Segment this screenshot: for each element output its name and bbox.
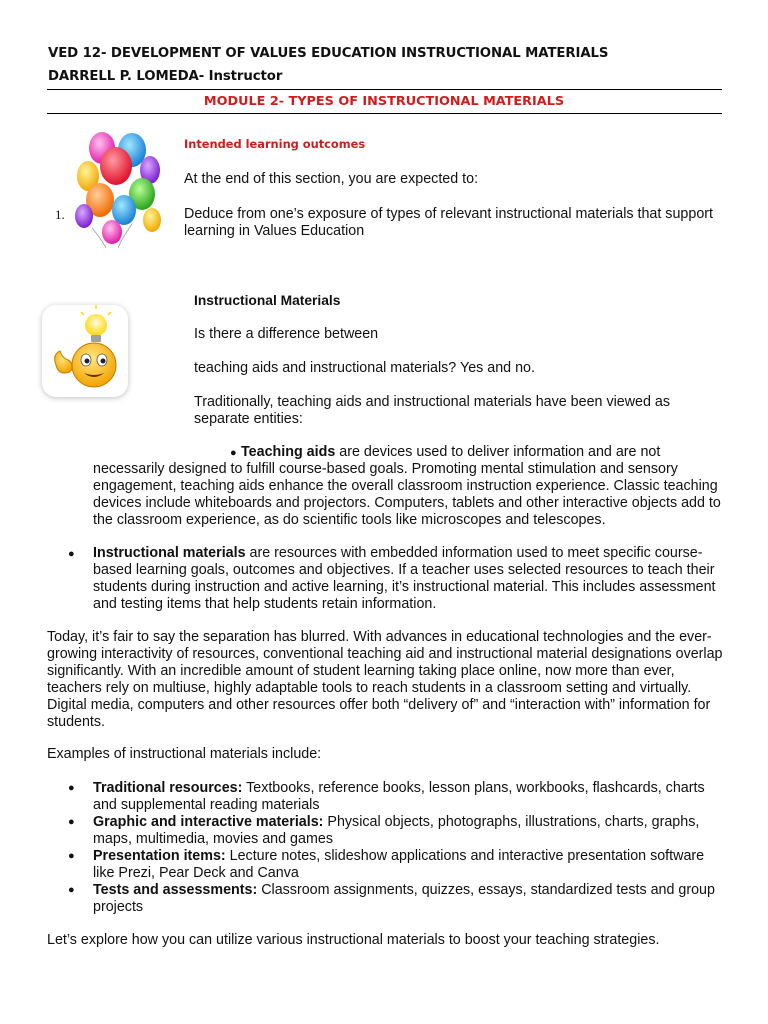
module-title: MODULE 2- TYPES OF INSTRUCTIONAL MATERIALS — [203, 94, 565, 109]
teaching-aids-rest: necessarily designed to fulfill course-based goals. Promoting mental stimulation and sensory engagement, teaching aids enhance the overall classroom instruction experience. Classic teaching devices include whiteboards and projectors. Computers, tablets and other interactive objects add to the classroom experience, as do scientific tools like microscopes and telescopes. — [93, 461, 721, 528]
balloons-icon — [72, 128, 162, 250]
teaching-aids-first: are devices used to deliver information and are not — [335, 444, 661, 460]
instructional-materials-term: Instructional materials — [93, 545, 246, 561]
list-item-term: Graphic and interactive materials: — [93, 814, 324, 830]
list-item-term: Traditional resources: — [93, 780, 243, 796]
examples-list — [68, 780, 724, 916]
teaching-aids-term: Teaching aids — [241, 444, 336, 460]
bullet-marker: ● — [68, 850, 75, 862]
outcome-item: Deduce from one’s exposure of types of relevant instructional materials that support learning in Values Education — [184, 206, 713, 239]
bullet-marker: ● — [68, 884, 75, 896]
list-item-text: Lecture notes, slideshow applications and interactive presentation software like Prezi, Pear Deck and Canva — [93, 848, 705, 881]
instructor-name: DARRELL P. LOMEDA- Instructor — [48, 69, 283, 84]
closing-paragraph: Let’s explore how you can utilize various instructional materials to boost your teaching strategies. — [47, 932, 660, 948]
bullet-marker: ● — [68, 548, 75, 560]
list-item — [68, 882, 724, 916]
outcome-number: 1. — [55, 207, 65, 222]
section-heading: Instructional Materials — [194, 293, 341, 308]
bullet-marker: ● — [68, 816, 75, 828]
list-item — [68, 814, 724, 848]
teaching-aids-first-line — [241, 444, 660, 461]
list-item — [68, 780, 724, 814]
bullet-marker: ● — [230, 447, 237, 459]
header-rule-bottom — [47, 113, 722, 114]
section-question-1: Is there a difference between — [194, 326, 379, 342]
course-title: VED 12- DEVELOPMENT OF VALUES EDUCATION INSTRUCTIONAL MATERIALS — [48, 46, 609, 61]
list-item-text: Textbooks, reference books, lesson plans, workbooks, flashcards, charts and supplemental reading materials — [93, 780, 705, 813]
thinking-emoji-card — [42, 305, 128, 397]
list-item — [68, 848, 724, 882]
section-paragraph: Traditionally, teaching aids and instructional materials have been viewed as separate entities: — [194, 394, 671, 427]
outcomes-heading: Intended learning outcomes — [184, 137, 366, 151]
outcomes-intro: At the end of this section, you are expected to: — [184, 171, 479, 187]
list-item-text: Physical objects, photographs, illustrations, charts, graphs, maps, multimedia, movies and games — [93, 814, 700, 847]
instructional-materials-text: are resources with embedded information used to meet specific course-based learning goals, outcomes and objectives. If a teacher uses selected resources to teach their students during instruction and active learning, it’s instructional material. This includes assessment and testing items that help students retain information. — [93, 545, 716, 612]
header-rule-top — [47, 89, 722, 90]
thinking-emoji-lightbulb-icon — [42, 305, 128, 397]
list-item-text: Classroom assignments, quizzes, essays, standardized tests and group projects — [93, 882, 715, 915]
section-question-2: teaching aids and instructional materials? Yes and no. — [194, 360, 535, 376]
today-paragraph: Today, it’s fair to say the separation has blurred. With advances in educational technologies and the ever-growing interactivity of resources, conventional teaching aid and instructional material designations overlap significantly. With an incredible amount of student learning taking place online, now more than ever, teachers rely on multiuse, highly adaptable tools to reach students in a classroom setting and virtually. Digital media, computers and other resources offer both “delivery of” and “interaction with” information for students. — [47, 629, 723, 730]
instructional-materials-item — [93, 545, 723, 613]
list-item-term: Presentation items: — [93, 848, 226, 864]
list-item-term: Tests and assessments: — [93, 882, 258, 898]
bullet-marker: ● — [68, 782, 75, 794]
examples-intro: Examples of instructional materials include: — [47, 746, 322, 762]
